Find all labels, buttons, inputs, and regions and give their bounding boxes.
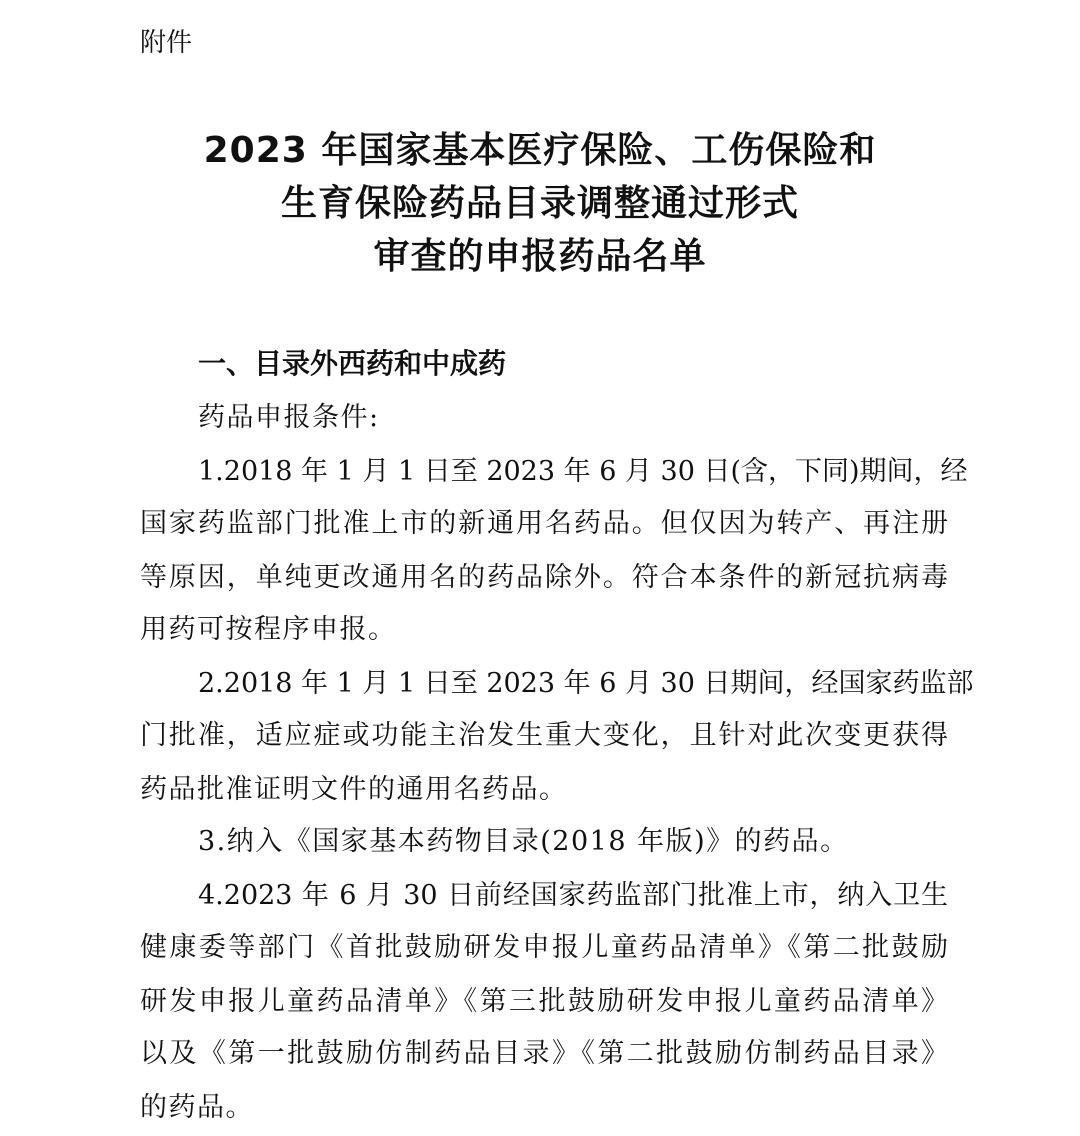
condition-3-line-1: 3.纳入《国家基本药物目录(2018 年版)》的药品。 bbox=[198, 826, 849, 857]
document-title bbox=[0, 124, 1080, 283]
section-heading: 一、目录外西药和中成药 bbox=[198, 347, 507, 380]
condition-1-line-3: 等原因，单纯更改通用名的药品除外。符合本条件的新冠抗病毒 bbox=[140, 562, 948, 593]
condition-1-line-2: 国家药监部门批准上市的新通用名药品。但仅因为转产、再注册 bbox=[140, 508, 948, 539]
attachment-label: 附件 bbox=[140, 28, 193, 58]
title-line-2: 生育保险药品目录调整通过形式 bbox=[280, 183, 799, 224]
condition-4-line-5: 的药品。 bbox=[140, 1092, 254, 1123]
condition-4-line-4: 以及《第一批鼓励仿制药品目录》《第二批鼓励仿制药品目录》 bbox=[140, 1038, 948, 1069]
condition-2-line-1: 2.2018 年 1 月 1 日至 2023 年 6 月 30 日期间，经国家药监部 bbox=[198, 668, 974, 699]
condition-2-line-2: 门批准，适应症或功能主治发生重大变化，且针对此次变更获得 bbox=[140, 720, 948, 751]
condition-1-line-4: 用药可按程序申报。 bbox=[140, 614, 397, 645]
condition-1-line-1: 1.2018 年 1 月 1 日至 2023 年 6 月 30 日(含，下同)期间，经 bbox=[198, 456, 968, 487]
condition-2-line-3: 药品批准证明文件的通用名药品。 bbox=[140, 774, 568, 805]
title-line-1: 2023 年国家基本医疗保险、工伤保险和 bbox=[203, 130, 877, 171]
title-line-3: 审查的申报药品名单 bbox=[373, 236, 707, 277]
condition-4-line-1: 4.2023 年 6 月 30 日前经国家药监部门批准上市，纳入卫生 bbox=[198, 880, 948, 911]
conditions-label: 药品申报条件: bbox=[198, 402, 380, 433]
condition-4-line-2: 健康委等部门《首批鼓励研发申报儿童药品清单》《第二批鼓励 bbox=[140, 932, 948, 963]
condition-4-line-3: 研发申报儿童药品清单》《第三批鼓励研发申报儿童药品清单》 bbox=[140, 986, 948, 1017]
